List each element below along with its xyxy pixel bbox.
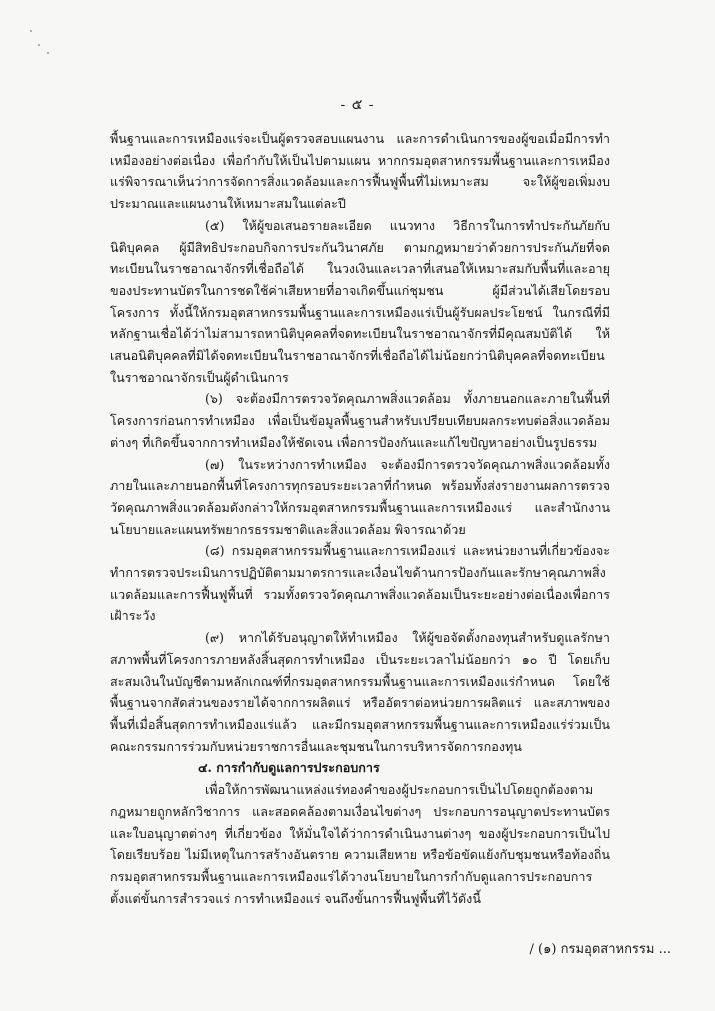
continuation-note: / (๑) กรมอุตสาหกรรม ... xyxy=(529,942,671,957)
page-number: - ๕ - xyxy=(340,97,375,113)
body-text xyxy=(110,128,610,909)
paragraph-item-6: (๖) จะต้องมีการตรวจวัดคุณภาพสิ่งแวดล้อม ทั้งภายนอกและภายในพื้นที่โครงการก่อนการทำเหมือง เพื่อเป็นข้อมูลพื้นฐานสำหรับเปรียบเทียบผลกระทบต่อสิ่งแวดล้อมต่างๆ ที่เกิดขึ้นจากการทำเหมืองให้ชัดเจน เพื่อการป้องกันและแก้ไขปัญหาอย่างเป็นรูปธรรม xyxy=(110,391,610,450)
paragraph-item-9: (๙) หากได้รับอนุญาตให้ทำเหมือง ให้ผู้ขอจัดตั้งกองทุนสำหรับดูแลรักษาสภาพพื้นที่โครงการภายหลังสิ้นสุดการทำเหมือง เป็นระยะเวลาไม่น้อยกว่า ๑๐ ปี โดยเก็บสะสมเงินในบัญชีตามหลักเกณฑ์ที่กรมอุตสาหกรรมพื้นฐานและการเหมืองแร่กำหนด โดยใช้พื้นฐานจากสัดส่วนของรายได้จากการผลิตแร่ หรืออัตราต่อหน่วยการผลิตแร่ และสภาพของพื้นที่เมื่อสิ้นสุดการทำเหมืองแร่แล้ว และมีกรมอุตสาหกรรมพื้นฐานและการเหมืองแร่ร่วมเป็นคณะกรรมการร่วมกับหน่วยราชการอื่นและชุมชนในการบริหารจัดการกองทุน xyxy=(110,630,610,754)
scan-speck xyxy=(38,44,40,46)
section-paragraph: เพื่อให้การพัฒนาแหล่งแร่ทองคำของผู้ประกอบการเป็นไปโดยถูกต้องตามกฎหมายถูกหลักวิชาการ และสอดคล้องตามเงื่อนไขต่างๆ ประกอบการอนุญาตประทานบัตร และใบอนุญาตต่างๆ ที่เกี่ยวข้อง ให้มั่นใจได้ว่าการดำเนินงานต่างๆ ของผู้ประกอบการเป็นไปโดยเรียบร้อย ไม่มีเหตุในการสร้างอันตราย ความเสียหาย หรือข้อขัดแย้งกับชุมชนหรือท้องถิ่น กรมอุตสาหกรรมพื้นฐานและการเหมืองแร่ได้วางนโยบายในการกำกับดูแลการประกอบการตั้งแต่ขั้นการสำรวจแร่ การทำเหมืองแร่ จนถึงขั้นการฟื้นฟูพื้นที่ไว้ดังนี้ xyxy=(110,782,610,906)
scan-speck xyxy=(30,30,32,32)
paragraph-item-7: (๗) ในระหว่างการทำเหมือง จะต้องมีการตรวจวัดคุณภาพสิ่งแวดล้อมทั้งภายในและภายนอกพื้นที่โครงการทุกรอบระยะเวลาที่กำหนด พร้อมทั้งส่งรายงานผลการตรวจวัดคุณภาพสิ่งแวดล้อมดังกล่าวให้กรมอุตสาหกรรมพื้นฐานและการเหมืองแร่ และสำนักงานนโยบายและแผนทรัพยากรธรรมชาติและสิ่งแวดล้อม พิจารณาด้วย xyxy=(110,456,610,537)
paragraph-continued: พื้นฐานและการเหมืองแร่จะเป็นผู้ตรวจสอบแผนงาน และการดำเนินการของผู้ขอเมื่อมีการทำเหมืองอย่างต่อเนื่อง เพื่อกำกับให้เป็นไปตามแผน หากกรมอุตสาหกรรมพื้นฐานและการเหมืองแร่พิจารณาเห็นว่าการจัดการสิ่งแวดล้อมและการฟื้นฟูพื้นที่ไม่เหมาะสม จะให้ผู้ขอเพิ่มงบประมาณและแผนงานให้เหมาะสมในแต่ละปี xyxy=(110,131,610,212)
section-heading: ๔. การกำกับดูแลการประกอบการ xyxy=(198,760,380,776)
paragraph-item-5: (๕) ให้ผู้ขอเสนอรายละเอียด แนวทาง วิธีการในการทำประกันภัยกับนิติบุคคล ผู้มีสิทธิประกอบกิจการประกันวินาศภัย ตามกฎหมายว่าด้วยการประกันภัยที่จดทะเบียนในราชอาณาจักรที่เชื่อถือได้ ในวงเงินและเวลาที่เสนอให้เหมาะสมกับพื้นที่และอายุของประทานบัตรในการชดใช้ค่าเสียหายที่อาจเกิดขึ้นแก่ชุมชน ผู้มีส่วนได้เสียโดยรอบโครงการ ทั้งนี้ให้กรมอุตสาหกรรมพื้นฐานและการเหมืองแร่เป็นผู้รับผลประโยชน์ ในกรณีที่มีหลักฐานเชื่อได้ว่าไม่สามารถหานิติบุคคลที่จดทะเบียนในราชอาณาจักรที่มีคุณสมบัติได้ ให้เสนอนิติบุคคลที่มิได้จดทะเบียนในราชอาณาจักรที่เชื่อถือได้ไม่น้อยกว่านิติบุคคลที่จดทะเบียนในราชอาณาจักรเป็นผู้ดำเนินการ xyxy=(110,217,610,385)
paragraph-item-8: (๘) กรมอุตสาหกรรมพื้นฐานและการเหมืองแร่ และหน่วยงานที่เกี่ยวข้องจะทำการตรวจประเมินการปฏิบัติตามมาตรการและเงื่อนไขด้านการป้องกันและรักษาคุณภาพสิ่งแวดล้อมและการฟื้นฟูพื้นที่ รวมทั้งตรวจวัดคุณภาพสิ่งแวดล้อมเป็นระยะอย่างต่อเนื่องเพื่อการเฝ้าระวัง xyxy=(110,543,610,624)
scan-speck xyxy=(47,52,49,54)
